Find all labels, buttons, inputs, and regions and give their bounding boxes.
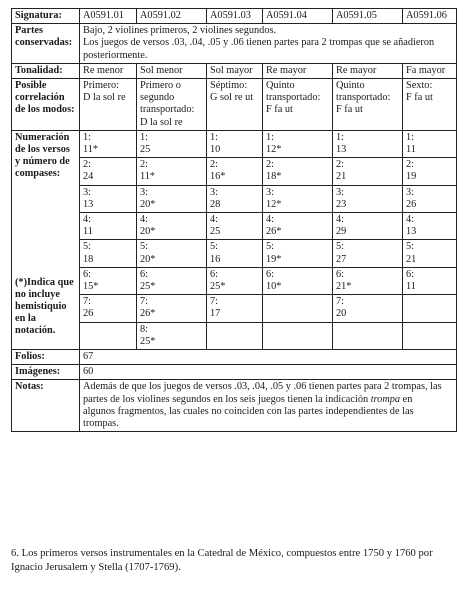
verso-value: 4: 13: [406, 214, 417, 238]
notas-text: [80, 380, 457, 432]
folios-label: Folios:: [12, 350, 80, 365]
verso-cell: [137, 322, 207, 349]
verso-value: 7: 26: [83, 296, 94, 320]
verso-value: 2: 16*: [210, 159, 226, 183]
verso-cell: [333, 240, 403, 267]
verso-cell: [333, 130, 403, 157]
verso-value: 2: 21: [336, 159, 347, 183]
verso-value: 5: 27: [336, 241, 347, 265]
notas-text-part1: Además de que los juegos de versos .03, .04, .05 y .06 tienen partes para 2 trompas, las partes de los violines segundos en los seis juegos tienen la indicación: [83, 381, 442, 405]
verso-value: 1: 11: [406, 131, 416, 156]
verso-cell: [80, 130, 137, 157]
verso-cell: [263, 322, 333, 349]
verso-cell: [137, 158, 207, 185]
verso-value: 7: 17: [210, 296, 221, 320]
verso-cell: [333, 213, 403, 240]
signatura-cell: A0591.05: [333, 9, 403, 24]
modos-row: [12, 79, 457, 131]
verso-value: 4: 29: [336, 214, 347, 238]
modos-value: Quinto transportado: F fa ut: [336, 80, 391, 116]
tonalidad-cell: Sol mayor: [207, 63, 263, 78]
verso-value: 1: 25: [140, 131, 151, 156]
data-table: [11, 8, 457, 432]
verso-value: 2: 11*: [140, 159, 156, 183]
verso-cell: [333, 322, 403, 349]
partes-row: [12, 24, 457, 64]
verso-value: 3: 13: [83, 186, 94, 210]
tonalidad-cell: Re menor: [80, 63, 137, 78]
verso-cell: [207, 213, 263, 240]
notas-italic-word: trompa: [370, 393, 401, 405]
tonalidad-cell: Fa mayor: [403, 63, 457, 78]
verso-cell: [137, 185, 207, 212]
tonalidad-row: [12, 63, 457, 78]
folios-row: [12, 350, 457, 365]
verso-cell: [333, 295, 403, 322]
verso-value: 2: 24: [83, 159, 94, 183]
verso-cell: [263, 295, 333, 322]
notas-label: Notas:: [12, 380, 80, 432]
signatura-cell: A0591.04: [263, 9, 333, 24]
verso-cell: [403, 322, 457, 349]
partes-text-value: Bajo, 2 violines primeros, 2 violines segundos. Los juegos de versos .03, .04, .05 y .06 tienen partes para 2 trompas que se añadieron posteriormente.: [83, 25, 435, 61]
verso-cell: [263, 185, 333, 212]
modos-value: Sexto: F fa ut: [406, 80, 433, 104]
modos-value: Primero: D la sol re: [83, 80, 126, 104]
notas-text-part2: en algunos fragmentos, las cuales no coinciden con las partes independientes de las trompas.: [83, 393, 414, 430]
verso-value: 3: 20*: [140, 186, 156, 210]
verso-value: 5: 16: [210, 241, 221, 265]
verso-cell: [263, 130, 333, 157]
verso-cell: [263, 213, 333, 240]
verso-value: 3: 26: [406, 186, 417, 210]
verso-value: 5: 20*: [140, 241, 156, 265]
verso-cell: [403, 240, 457, 267]
verso-value: 6: 11: [406, 268, 416, 293]
imagenes-label: Imágenes:: [12, 365, 80, 380]
modos-cell: [403, 79, 457, 131]
verso-cell: [207, 267, 263, 294]
verso-cell: [333, 158, 403, 185]
verso-value: 5: 19*: [266, 241, 282, 265]
verso-cell: [403, 267, 457, 294]
imagenes-value: 60: [80, 365, 457, 380]
verso-cell: [207, 240, 263, 267]
modos-cell: [333, 79, 403, 131]
partes-text: [80, 24, 457, 64]
verso-value: 4: 11: [83, 214, 93, 238]
verso-cell: [207, 158, 263, 185]
signatura-label: Signatura:: [12, 9, 80, 24]
verso-cell: [80, 322, 137, 349]
verso-cell: [207, 322, 263, 349]
verso-value: 6: 25*: [140, 268, 156, 293]
notas-row: [12, 380, 457, 432]
verso-cell: [80, 295, 137, 322]
folios-value: 67: [80, 350, 457, 365]
modos-value: Séptimo: G sol re ut: [210, 80, 254, 104]
verso-cell: [207, 295, 263, 322]
verso-cell: [403, 213, 457, 240]
modos-cell: [137, 79, 207, 131]
verso-value: 1: 13: [336, 131, 347, 156]
modos-cell: [80, 79, 137, 131]
verso-value: 7: 20: [336, 296, 347, 320]
verso-value: 4: 26*: [266, 214, 282, 238]
verso-value: 6: 21*: [336, 268, 352, 293]
verso-cell: [80, 240, 137, 267]
modos-cell: [263, 79, 333, 131]
verso-value: 4: 25: [210, 214, 221, 238]
verso-cell: [207, 130, 263, 157]
partes-label: Partes conservadas:: [12, 24, 80, 64]
verso-cell: [80, 185, 137, 212]
verso-cell: [263, 158, 333, 185]
verso-cell: [80, 158, 137, 185]
verso-value: 2: 18*: [266, 159, 282, 183]
verso-cell: [207, 185, 263, 212]
verso-cell: [137, 267, 207, 294]
verso-cell: [333, 267, 403, 294]
verso-cell: [137, 213, 207, 240]
signatura-cell: A0591.01: [80, 9, 137, 24]
signatura-cell: A0591.06: [403, 9, 457, 24]
verso-value: 2: 19: [406, 159, 417, 183]
verso-value: 6: 10*: [266, 268, 282, 293]
numeracion-label: Numeración de los versos y número de compases:: [15, 131, 70, 180]
table-caption: 6. Los primeros versos instrumentales en la Catedral de México, compuestos entre 1750 y 1760 por Ignacio Jerusalem y Stella (1707-1769).: [11, 548, 433, 573]
verso-value: 4: 20*: [140, 214, 156, 238]
verso-value: 6: 25*: [210, 268, 226, 293]
tonalidad-cell: Sol menor: [137, 63, 207, 78]
verso-cell: [403, 158, 457, 185]
tonalidad-label: Tonalidad:: [12, 63, 80, 78]
verso-cell: [137, 240, 207, 267]
verso-cell: [137, 295, 207, 322]
verso-cell: [403, 185, 457, 212]
modos-value: Quinto transportado: F fa ut: [266, 80, 321, 116]
verso-cell: [263, 267, 333, 294]
verso-cell: [333, 185, 403, 212]
verso-cell: [80, 213, 137, 240]
verso-value: 3: 28: [210, 186, 221, 210]
tonalidad-cell: Re mayor: [263, 63, 333, 78]
hemistiquio-note: (*)Indica que no incluye hemistiquio en la notación.: [15, 276, 74, 337]
label-spacer: [15, 181, 76, 277]
numeracion-label-cell: [12, 130, 80, 349]
signatura-cell: A0591.03: [207, 9, 263, 24]
verso-cell: [403, 295, 457, 322]
verso-value: 1: 12*: [266, 131, 282, 156]
verso-value: 5: 18: [83, 241, 94, 265]
verso-value: 3: 23: [336, 186, 347, 210]
verso-value: 7: 26*: [140, 296, 156, 320]
modos-label: Posible correlación de los modos:: [12, 79, 80, 131]
verso-cell: [263, 240, 333, 267]
imagenes-row: [12, 365, 457, 380]
modos-value: Primero o segundo transportado: D la sol re: [140, 80, 195, 128]
verso-cell: [403, 130, 457, 157]
verso-value: 8: 25*: [140, 323, 156, 347]
modos-cell: [207, 79, 263, 131]
verso-row: [12, 130, 457, 157]
verso-cell: [137, 130, 207, 157]
verso-value: 5: 21: [406, 241, 417, 265]
verso-value: 1: 11*: [83, 131, 99, 156]
verso-cell: [80, 267, 137, 294]
verso-value: 6: 15*: [83, 268, 99, 293]
verso-value: 3: 12*: [266, 186, 282, 210]
verso-value: 1: 10: [210, 131, 221, 156]
tonalidad-cell: Re mayor: [333, 63, 403, 78]
signatura-cell: A0591.02: [137, 9, 207, 24]
signatura-row: [12, 9, 457, 24]
